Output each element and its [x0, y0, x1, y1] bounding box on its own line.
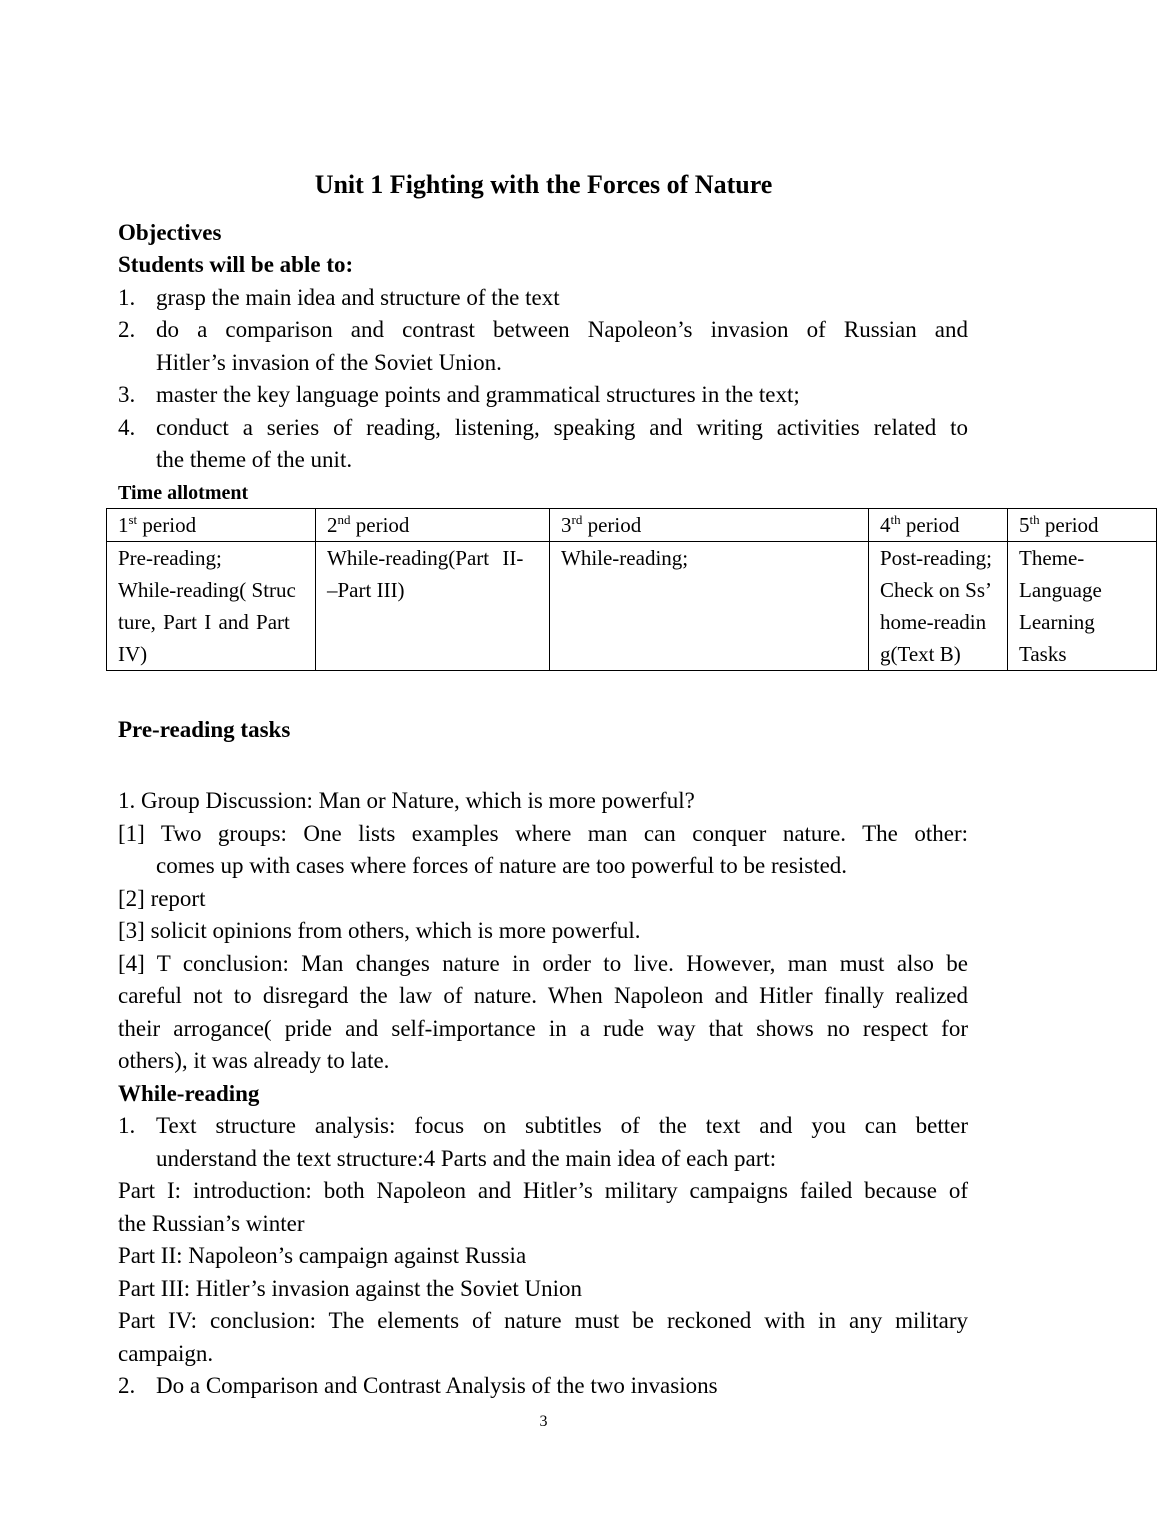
table-header-row — [107, 509, 1157, 542]
page-title: Unit 1 Fighting with the Forces of Nature — [314, 170, 773, 199]
objectives-subheading: Students will be able to: — [118, 252, 354, 277]
time-allotment-table — [106, 508, 1157, 671]
part-line: the Russian’s winter — [118, 1211, 305, 1236]
objectives-heading: Objectives — [118, 220, 222, 245]
objective-text: conduct a series of reading, listening, speaking and writing activities related to — [156, 415, 968, 440]
pre-reading-line: 1. Group Discussion: Man or Nature, which is more powerful? — [118, 788, 695, 813]
pre-reading-heading: Pre-reading tasks — [118, 717, 291, 742]
objective-text: grasp the main idea and structure of the text — [156, 285, 560, 310]
table-header-cell: 2nd period — [316, 509, 550, 542]
objective-number: 1. — [118, 285, 136, 310]
pre-reading-line: [3] solicit opinions from others, which is more powerful. — [118, 918, 641, 943]
part-line: Part IV: conclusion: The elements of nature must be reckoned with in any military — [118, 1308, 968, 1333]
page-number: 3 — [539, 1413, 548, 1430]
objective-number: 4. — [118, 415, 136, 440]
objective-text: the theme of the unit. — [156, 447, 353, 472]
while-reading-text: understand the text structure:4 Parts and the main idea of each part: — [156, 1146, 777, 1171]
table-header-cell: 1st period — [107, 509, 316, 542]
objective-number: 2. — [118, 317, 136, 342]
table-cell: Theme- Language Learning Tasks — [1008, 542, 1157, 671]
time-allotment-table-wrap — [106, 508, 1102, 674]
pre-reading-line: others), it was already to late. — [118, 1048, 390, 1073]
objective-text: do a comparison and contrast between Napoleon’s invasion of Russian and — [156, 317, 968, 342]
part-line: Part I: introduction: both Napoleon and Hitler’s military campaigns failed because of — [118, 1178, 968, 1203]
table-cell: Pre-reading; While-reading( Struc ture, Part I and Part IV) — [107, 542, 316, 671]
table-cell: Post-reading; Check on Ss’ home-readin g(Text B) — [869, 542, 1008, 671]
pre-reading-line: careful not to disregard the law of nature. When Napoleon and Hitler finally realized — [118, 983, 968, 1008]
part-line: campaign. — [118, 1341, 214, 1366]
while-reading-heading: While-reading — [118, 1081, 260, 1106]
while-reading-text: Text structure analysis: focus on subtitles of the text and you can better — [156, 1113, 968, 1138]
table-header-cell: 5th period — [1008, 509, 1157, 542]
objective-text: Hitler’s invasion of the Soviet Union. — [156, 350, 502, 375]
table-row — [107, 542, 1157, 671]
objective-text: master the key language points and grammatical structures in the text; — [156, 382, 800, 407]
objective-number: 3. — [118, 382, 136, 407]
pre-reading-line: [4] T conclusion: Man changes nature in order to live. However, man must also be — [118, 951, 968, 976]
table-cell: While-reading(Part II- –Part III) — [316, 542, 550, 671]
part-line: Part III: Hitler’s invasion against the Soviet Union — [118, 1276, 582, 1301]
pre-reading-line: their arrogance( pride and self-importance in a rude way that shows no respect for — [118, 1016, 968, 1041]
table-header-cell: 4th period — [869, 509, 1008, 542]
part-line: Part II: Napoleon’s campaign against Russia — [118, 1243, 527, 1268]
table-cell: While-reading; — [550, 542, 869, 671]
pre-reading-line: [1] Two groups: One lists examples where man can conquer nature. The other: — [118, 821, 968, 846]
while-reading-number: 2. — [118, 1373, 136, 1398]
while-reading-number: 1. — [118, 1113, 136, 1138]
while-reading-text: Do a Comparison and Contrast Analysis of the two invasions — [156, 1373, 718, 1398]
pre-reading-line: [2] report — [118, 886, 206, 911]
table-header-cell: 3rd period — [550, 509, 869, 542]
pre-reading-line: comes up with cases where forces of nature are too powerful to be resisted. — [156, 853, 848, 878]
time-allotment-heading: Time allotment — [118, 482, 249, 504]
